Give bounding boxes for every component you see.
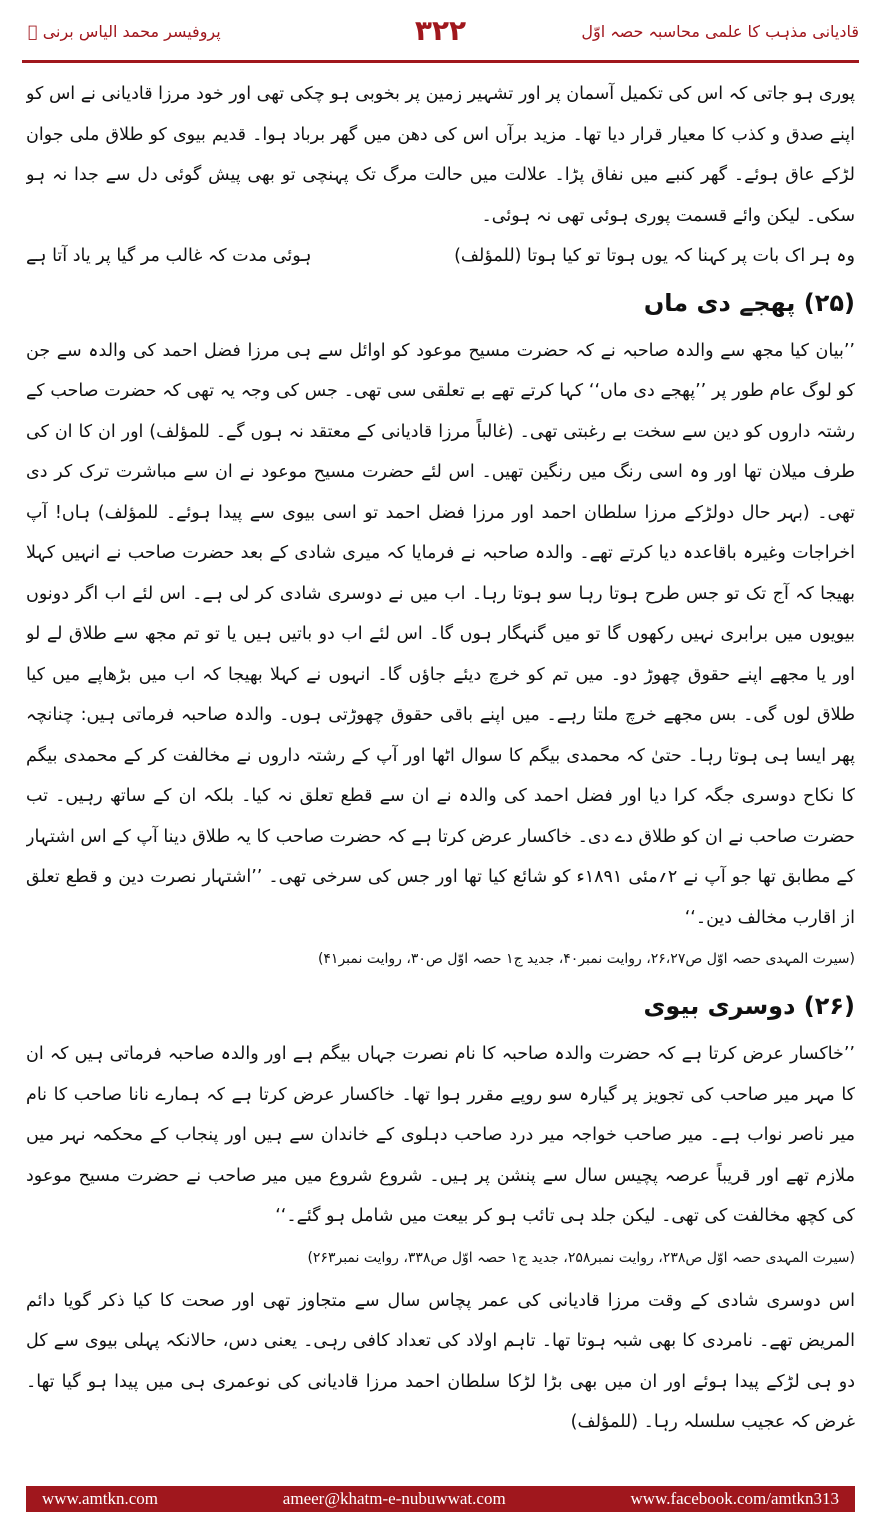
section-heading-25: (۲۵) پھجے دی ماں xyxy=(643,288,855,317)
intro-paragraph: پوری ہو جاتی کہ اس کی تکمیل آسمان پر اور تشہیر زمین پر بخوبی ہو چکی تھی اور خود مرزا قادیانی نے اس کو اپنے صدق و کذب کا معیار قرار دیا تھا۔ مزید برآں اس کی دھن میں گھر برباد ہوا۔ قدیم بیوی کو طلاق ملی جوان لڑکے عاق ہوئے۔ گھر کنبے میں نفاق پڑا۔ علالت میں حالت مرگ تک پہنچی تو بھی پیش گوئی دل سے جدا نہ ہو سکی۔ لیکن وائے قسمت پوری ہوئی تھی نہ ہوئی۔ xyxy=(26,84,855,226)
page-body xyxy=(26,74,855,1474)
page-footer xyxy=(26,1486,855,1512)
closing-paragraph: اس دوسری شادی کے وقت مرزا قادیانی کی عمر پچاس سال سے متجاوز تھی اور صحت کا کیا ذکر گویا دائم المریض تھے۔ نامردی کا بھی شبہ ہوتا تھا۔ تاہم اولاد کی تعداد کافی رہی۔ یعنی دس، حالانکہ پہلی بیوی سے کل دو ہی لڑکے پیدا ہوئے اور ان میں بھی بڑا لڑکا سلطان احمد مرزا قادیانی کی نوعمری ہی میں پیدا ہو گیا تھا۔ غرض کہ عجیب سلسلہ رہا۔ (للمؤلف) xyxy=(26,1290,855,1432)
header-rule xyxy=(22,60,859,63)
paragraph-25: ’’بیان کیا مجھ سے والدہ صاحبہ نے کہ حضرت مسیح موعود کو اوائل سے ہی مرزا فضل احمد کی والدہ سے جن کو لوگ عام طور پر ’’پھجے دی ماں‘‘ کہا کرتے تھے بے تعلقی سی تھی۔ جس کی وجہ یہ تھی کہ حضرت صاحب کے رشتہ داروں کو دین سے سخت بے رغبتی تھی۔ (غالباً مرزا قادیانی کے معتقد نہ ہوں گے۔ للمؤلف) اور ان کا ان کی طرف میلان تھا اور وہ اسی رنگ میں رنگین تھیں۔ اس لئے حضرت مسیح موعود نے ان سے مباشرت ترک کر دی تھی۔ (بہر حال دولڑکے مرزا سلطان احمد اور مرزا فضل احمد تو اسی بیوی سے پیدا ہوئے۔ للمؤلف) ہاں! آپ اخراجات وغیرہ باقاعدہ دیا کرتے تھے۔ والدہ صاحبہ نے فرمایا کہ میری شادی کے بعد حضرت صاحب نے انہیں کہلا بھیجا کہ آج تک تو جس طرح ہوتا رہا سو ہوتا رہا۔ اب میں نے دوسری شادی کر لی ہے۔ اس لئے اب اگر دونوں بیویوں میں برابری نہیں رکھوں گا تو میں گنہگار ہوں گا۔ اس لئے اب دو باتیں ہیں یا تو تم مجھ سے طلاق لے لو اور یا مجھے اپنے حقوق چھوڑ دو۔ میں تم کو خرچ دیئے جاؤں گا۔ انہوں نے کہلا بھیجا کہ اب میں بڑھاپے میں کیا طلاق لوں گی۔ بس مجھے خرچ ملتا رہے۔ میں اپنے باقی حقوق چھوڑتی ہوں۔ والدہ صاحبہ فرماتی ہیں: چنانچہ پھر ایسا ہی ہوتا رہا۔ حتیٰ کہ محمدی بیگم کا سوال اٹھا اور آپ کے رشتہ داروں نے مخالفت کر کے محمدی بیگم کا نکاح دوسری جگہ کرا دیا اور فضل احمد کی والدہ نے ان سے قطع تعلق نہ کیا۔ بلکہ ان کے ساتھ رہیں۔ تب حضرت صاحب نے ان کو طلاق دے دی۔ خاکسار عرض کرتا ہے کہ حضرت صاحب کا یہ طلاق دینا آپ کے اس اشتہار کے مطابق تھا جو آپ نے ۲؍مئی ۱۸۹۱ء کو شائع کیا تھا اور جس کی سرخی تھی۔ ’’اشتہار نصرت دین و قطع تعلق از اقارب مخالف دین۔‘‘ xyxy=(26,340,855,928)
poem-line-left: ہوئی مدت کہ غالب مر گیا پر یاد آتا ہے xyxy=(26,246,312,266)
facebook-link[interactable]: www.facebook.com/amtkn313 xyxy=(630,1489,839,1508)
page-number: ۳۲۲ xyxy=(414,14,467,47)
reference-25: (سیرت المہدی حصہ اوّل ص۲۶،۲۷، روایت نمبر۴۰، جدید ج۱ حصہ اوّل ص۳۰، روایت نمبر۴۱) xyxy=(317,951,855,967)
website-link[interactable]: www.amtkn.com xyxy=(42,1489,158,1508)
poem-line-right: وہ ہر اک بات پر کہنا کہ یوں ہوتا تو کیا ہوتا (للمؤلف) xyxy=(454,246,855,266)
reference-26: (سیرت المہدی حصہ اوّل ص۲۳۸، روایت نمبر۲۵۸، جدید ج۱ حصہ اوّل ص۳۳۸، روایت نمبر۲۶۳) xyxy=(307,1249,855,1266)
book-title: قادیانی مذہب کا علمی محاسبہ حصہ اوّل xyxy=(581,22,859,41)
page-header xyxy=(0,0,881,64)
paragraph-26: ’’خاکسار عرض کرتا ہے کہ حضرت والدہ صاحبہ کا نام نصرت جہاں بیگم ہے اور والدہ صاحبہ فرماتی ہیں کہ ان کا مہر میر صاحب کی تجویز پر گیارہ سو روپے مقرر ہوا تھا۔ خاکسار عرض کرتا ہے کہ ہمارے نانا صاحب کا نام میر ناصر نواب ہے۔ میر صاحب خواجہ میر درد صاحب دہلوی کے خاندان سے ہیں اور پنجاب کے محکمہ نہر میں ملازم تھے اور قریباً عرصہ پچیس سال سے پنشن پر ہیں۔ شروع شروع میں میر صاحب نے حضرت مسیح موعود کی کچھ مخالفت کی تھی۔ لیکن جلد ہی تائب ہو کر بیعت میں شامل ہو گئے۔‘‘ xyxy=(26,1044,855,1226)
section-heading-26: (۲۶) دوسری بیوی xyxy=(643,992,855,1020)
author-name: پروفیسر محمد الیاس برنی ﷫ xyxy=(28,22,221,41)
poem-couplet xyxy=(26,236,855,277)
email-link[interactable]: ameer@khatm-e-nubuwwat.com xyxy=(282,1489,506,1508)
